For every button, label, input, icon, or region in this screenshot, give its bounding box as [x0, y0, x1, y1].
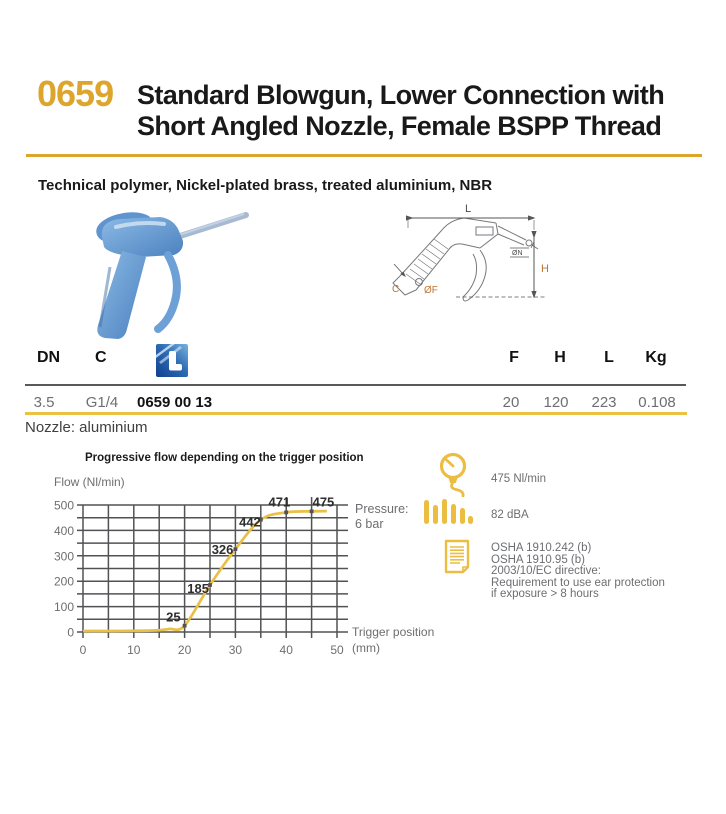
chart-pressure-annotation [355, 502, 409, 532]
cell-l: 223 [591, 394, 617, 411]
svg-text:30: 30 [228, 643, 243, 657]
svg-text:100: 100 [53, 600, 74, 615]
col-header-l: L [604, 349, 614, 366]
compliance-line: 2003/10/EC directive: [491, 565, 601, 577]
svg-text:471: 471 [268, 494, 291, 510]
col-header-dn: DN [37, 349, 61, 366]
svg-text:0: 0 [67, 625, 74, 640]
svg-text:50: 50 [330, 643, 344, 657]
svg-text:185: 185 [187, 581, 209, 597]
flow-rating-value: 475 Nl/min [491, 473, 546, 485]
dim-label-H: H [541, 263, 549, 275]
svg-text:200: 200 [53, 574, 74, 589]
cell-h: 120 [543, 394, 569, 411]
chart-x-axis-unit: (mm) [352, 641, 380, 655]
nozzle-note: Nozzle: aluminium [25, 419, 148, 436]
svg-text:40: 40 [279, 643, 293, 657]
compliance-line: OSHA 1910.95 (b) [491, 553, 585, 566]
chart-title: Progressive flow depending on the trigger position [85, 452, 364, 464]
brand-logo [156, 344, 188, 377]
col-header-f: F [509, 349, 519, 366]
chart-y-axis-label: Flow (Nl/min) [54, 475, 125, 489]
materials-line: Technical polymer, Nickel-plated brass, treated aluminium, NBR [38, 177, 493, 194]
compliance-line: OSHA 1910.242 (b) [491, 542, 592, 554]
compliance-text [491, 543, 665, 601]
svg-text:442: 442 [239, 514, 261, 530]
page-title-line1: Standard Blowgun, Lower Connection with [137, 80, 665, 110]
blowgun-outline [393, 218, 538, 301]
svg-text:0: 0 [79, 643, 87, 657]
flow-chart [40, 446, 440, 668]
document-icon [442, 539, 472, 574]
product-photo [80, 207, 260, 345]
dimension-drawing [392, 196, 587, 308]
svg-text:400: 400 [53, 523, 74, 538]
col-header-kg: Kg [645, 349, 667, 366]
svg-text:20: 20 [177, 643, 192, 657]
cell-dn: 3.5 [33, 394, 55, 411]
product-code: 0659 [37, 73, 114, 114]
pressure-annotation-line2: 6 bar [355, 517, 384, 531]
compliance-line: Requirement to use ear protection [491, 576, 665, 589]
noise-rating-value: 82 dBA [491, 509, 529, 521]
cell-f: 20 [502, 394, 520, 411]
dim-label-N: ØN [512, 250, 523, 257]
blowgun-illustration [97, 213, 246, 339]
svg-text:300: 300 [53, 549, 74, 564]
col-header-c: C [95, 349, 107, 366]
svg-text:475: 475 [312, 494, 335, 510]
svg-text:326: 326 [211, 542, 234, 558]
cell-part-number: 0659 00 13 [137, 394, 213, 411]
pressure-annotation-line1: Pressure: [355, 502, 409, 516]
table-header-divider [25, 384, 686, 386]
header-rule [26, 154, 702, 157]
col-header-h: H [554, 349, 566, 366]
svg-text:25: 25 [166, 609, 181, 625]
dim-label-L: L [464, 203, 472, 215]
cell-kg: 0.108 [638, 394, 676, 411]
svg-text:10: 10 [127, 643, 141, 657]
dim-label-F: ØF [424, 285, 438, 296]
cell-c: G1/4 [85, 394, 119, 411]
chart-x-axis-label: Trigger position [352, 625, 435, 639]
dim-label-C: C [392, 284, 400, 295]
sound-bars-icon [422, 496, 474, 526]
svg-text:500: 500 [53, 498, 74, 513]
gauge-icon [434, 451, 474, 497]
page-title-line2: Short Angled Nozzle, Female BSPP Thread [137, 111, 662, 141]
page-title [137, 80, 664, 142]
table-bottom-rule [25, 412, 687, 415]
compliance-line: if exposure > 8 hours [491, 588, 599, 600]
